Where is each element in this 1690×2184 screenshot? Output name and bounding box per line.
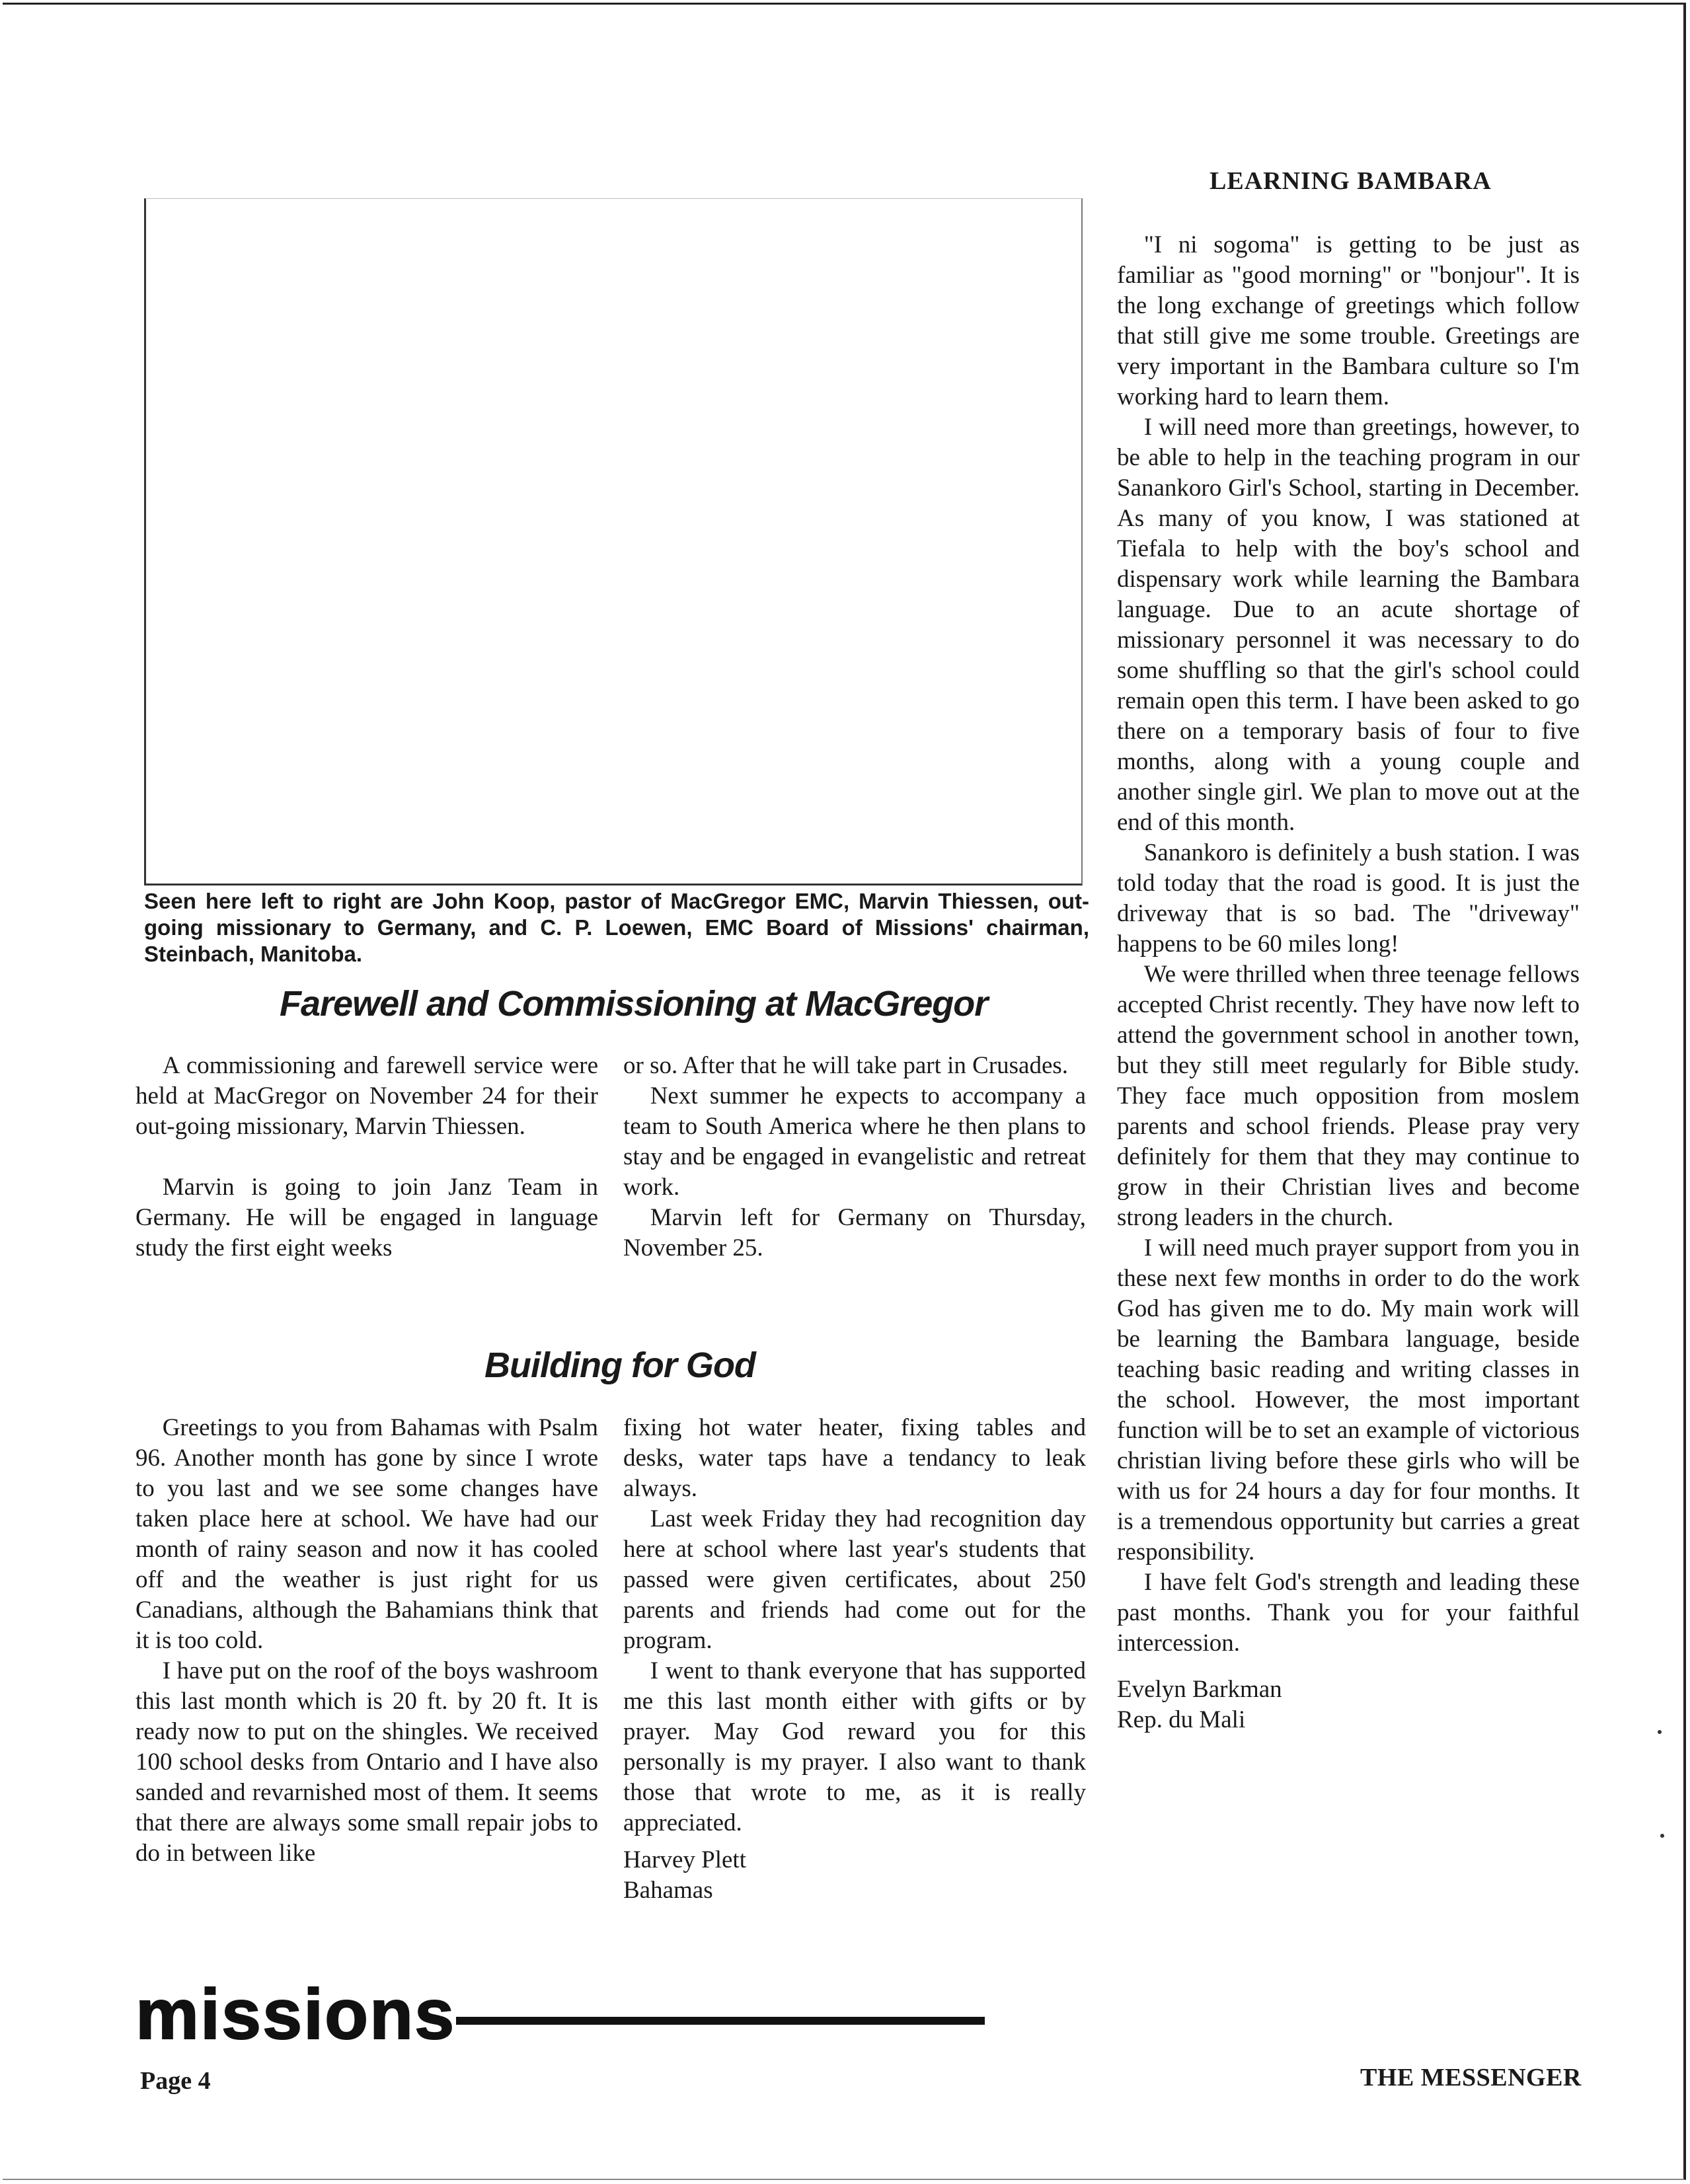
photo-caption: Seen here left to right are John Koop, pastor of MacGregor EMC, Marvin Thiessen, out-going missionary to Germany, and C. P. Loewen, EMC Board of Missions' chairman, Steinbach, Manitoba. (144, 889, 1089, 966)
paragraph: Marvin left for Germany on Thursday, November 25. (623, 1204, 1086, 1261)
signature-name: Harvey Plett (623, 1846, 746, 1873)
paragraph: I will need much prayer support from you in these next few months in order to do the work God has given me to do. My main work will be learning the Bambara language, beside teaching basic reading and writing classes in the school. However, the most important function will be to set an example of victorious christian living before these girls who will be with us for 24 hours a day for four months. It is a tremendous opportunity but carries a great responsibility. (1117, 1234, 1580, 1565)
paragraph: fixing hot water heater, fixing tables and desks, water taps have a tendancy to leak always. (623, 1414, 1086, 1502)
page-number: Page 4 (140, 2067, 211, 2095)
paragraph: I went to thank everyone that has supported me this last month either with gifts or by prayer. May God reward you for this personally is my prayer. I also want to thank those that wrote to me, as it is really appreciated. (623, 1657, 1086, 1836)
missions-logo: missions (135, 1974, 456, 2054)
paragraph: or so. After that he will take part in Crusades. (623, 1052, 1069, 1079)
paragraph: Last week Friday they had recognition day here at school where last year's students that passed were given certificates, about 250 parents and friends had come out for the program. (623, 1505, 1086, 1654)
scan-mark (1658, 1730, 1662, 1734)
paragraph: I will need more than greetings, however, to be able to help in the teaching program in our Sanankoro Girl's School, starting in December. As many of you know, I was stationed at Tiefala to help with the boy's school and dispensary work while learning the Bambara language. Due to an acute shortage of missionary personnel it was necessary to do some shuffling so that the girl's school could remain open this term. I have been asked to go there on a temporary basis of four to five months, along with a young couple and another single girl. We plan to move out at the end of this month. (1117, 414, 1580, 836)
scan-mark (1660, 1834, 1664, 1838)
building-column-2 (623, 1413, 1086, 1906)
paragraph: I have felt God's strength and leading these past months. Thank you for your faithful intercession. (1117, 1569, 1580, 1657)
learning-heading: LEARNING BAMBARA (1210, 167, 1492, 195)
signature-name: Evelyn Barkman (1117, 1676, 1282, 1703)
signature-location: Bahamas (623, 1877, 713, 1904)
paragraph: "I ni sogoma" is getting to be just as familiar as "good morning" or "bonjour". It is the long exchange of greetings which follow that still give me some trouble. Greetings are very important in the Bambara culture so I'm working hard to learn them. (1117, 231, 1580, 410)
paragraph: Greetings to you from Bahamas with Psalm 96. Another month has gone by since I wrote to you last and we see some changes have taken place here at school. We have had our month of rainy season and now it has cooled off and the weather is just right for us Canadians, although the Bahamians think that it is too cold. (135, 1414, 598, 1654)
paragraph: Next summer he expects to accompany a team to South America where he then plans to stay and be engaged in evangelistic and retreat work. (623, 1082, 1086, 1201)
paragraph: Marvin is going to join Janz Team in Germany. He will be engaged in language study the first eight weeks (135, 1174, 598, 1261)
publication-title: THE MESSENGER (1360, 2064, 1582, 2091)
photo-frame (144, 198, 1083, 885)
building-column-1 (135, 1413, 598, 1869)
building-heading: Building for God (484, 1345, 755, 1385)
paragraph: A commissioning and farewell service were held at MacGregor on November 24 for their out-going missionary, Marvin Thiessen. (135, 1052, 598, 1140)
paragraph: I have put on the roof of the boys washroom this last month which is 20 ft. by 20 ft. It is ready now to put on the shingles. We received 100 school desks from Ontario and I have also sanded and revarnished most of them. It seems that there are always some small repair jobs to do in between like (135, 1657, 598, 1867)
footer-rule (456, 2017, 985, 2025)
farewell-column-2 (623, 1051, 1086, 1263)
learning-column (1117, 230, 1580, 1735)
paragraph: We were thrilled when three teenage fellows accepted Christ recently. They have now left to attend the government school in another town, but they still meet regularly for Bible study. They face much opposition from moslem parents and school friends. Please pray very definitely for them that they may continue to grow in their Christian lives and become strong leaders in the church. (1117, 961, 1580, 1231)
farewell-heading: Farewell and Commissioning at MacGregor (280, 984, 988, 1024)
signature-location: Rep. du Mali (1117, 1706, 1246, 1733)
farewell-column-1 (135, 1051, 598, 1263)
paragraph: Sanankoro is definitely a bush station. I was told today that the road is good. It is just the driveway that is so bad. The "driveway" happens to be 60 miles long! (1117, 839, 1580, 958)
